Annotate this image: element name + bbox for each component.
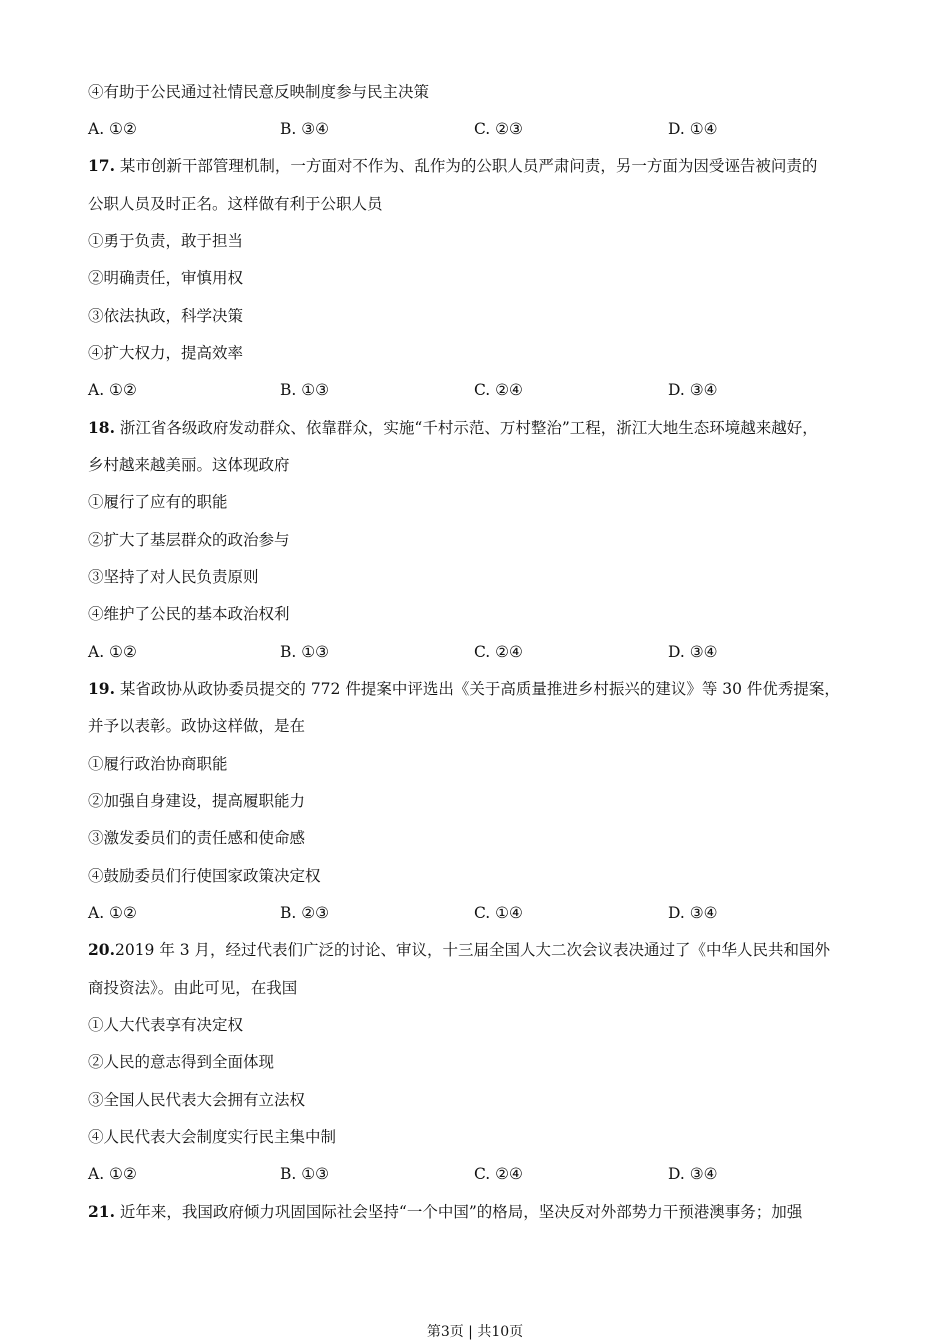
text-line: 乡村越来越美丽。这体现政府 bbox=[88, 456, 290, 474]
answer-option: A. ①② bbox=[88, 904, 137, 922]
question-number: 18. bbox=[88, 418, 115, 437]
answer-option: A. ①② bbox=[88, 1165, 137, 1183]
question-text: 浙江省各级政府发动群众、依靠群众，实施“千村示范、万村整治”工程，浙江大地生态环境越来越好， bbox=[114, 419, 818, 437]
answer-option: B. ②③ bbox=[280, 904, 330, 922]
answer-option: D. ③④ bbox=[668, 904, 718, 922]
answer-option: D. ③④ bbox=[668, 1165, 718, 1183]
text-line: ①履行了应有的职能 bbox=[88, 493, 228, 511]
text-line: ④人民代表大会制度实行民主集中制 bbox=[88, 1128, 337, 1146]
question-number: 20. bbox=[88, 940, 115, 959]
text-line: ④扩大权力，提高效率 bbox=[88, 344, 244, 362]
text-line: ②扩大了基层群众的政治参与 bbox=[88, 531, 290, 549]
question-line bbox=[88, 418, 818, 438]
question-number: 17. bbox=[88, 156, 115, 175]
answer-option: C. ②④ bbox=[474, 1165, 523, 1183]
answer-option: B. ③④ bbox=[280, 120, 330, 138]
question-number: 21. bbox=[88, 1202, 115, 1221]
answer-option: D. ①④ bbox=[668, 120, 718, 138]
text-line: ③全国人民代表大会拥有立法权 bbox=[88, 1091, 306, 1109]
text-line: 并予以表彰。政协这样做，是在 bbox=[88, 717, 306, 735]
answer-option: B. ①③ bbox=[280, 643, 330, 661]
text-line: ②加强自身建设，提高履职能力 bbox=[88, 792, 306, 810]
page-footer: 第3页 | 共10页 bbox=[426, 1324, 524, 1340]
text-line: ①履行政治协商职能 bbox=[88, 755, 228, 773]
text-line: ④鼓励委员们行使国家政策决定权 bbox=[88, 867, 321, 885]
answer-option: C. ②③ bbox=[474, 120, 523, 138]
question-line bbox=[88, 679, 840, 699]
text-line: ④有助于公民通过社情民意反映制度参与民主决策 bbox=[88, 83, 430, 101]
text-line: ③依法执政，科学决策 bbox=[88, 307, 244, 325]
text-line: ②人民的意志得到全面体现 bbox=[88, 1053, 275, 1071]
text-line: ②明确责任，审慎用权 bbox=[88, 269, 244, 287]
answer-option: C. ②④ bbox=[474, 643, 523, 661]
answer-option: C. ①④ bbox=[474, 904, 523, 922]
text-line: ③激发委员们的责任感和使命感 bbox=[88, 829, 306, 847]
answer-option: D. ③④ bbox=[668, 381, 718, 399]
answer-option: A. ①② bbox=[88, 381, 137, 399]
text-line: ③坚持了对人民负责原则 bbox=[88, 568, 259, 586]
answer-option: B. ①③ bbox=[280, 1165, 330, 1183]
text-line: ①人大代表享有决定权 bbox=[88, 1016, 244, 1034]
answer-option: D. ③④ bbox=[668, 643, 718, 661]
question-text: 某市创新干部管理机制，一方面对不作为、乱作为的公职人员严肃问责，另一方面为因受诬告被问责的 bbox=[114, 157, 818, 175]
question-text: 2019 年 3 月，经过代表们广泛的讨论、审议，十三届全国人大二次会议表决通过了《中华人民共和国外 bbox=[114, 941, 831, 959]
question-line bbox=[88, 156, 817, 176]
answer-option: A. ①② bbox=[88, 120, 137, 138]
question-text: 某省政协从政协委员提交的 772 件提案中评选出《关于高质量推进乡村振兴的建议》等 30 件优秀提案， bbox=[114, 680, 840, 698]
text-line: 公职人员及时正名。这样做有利于公职人员 bbox=[88, 195, 383, 213]
question-line bbox=[88, 940, 830, 960]
text-line: ④维护了公民的基本政治权利 bbox=[88, 605, 290, 623]
answer-option: A. ①② bbox=[88, 643, 137, 661]
text-line: 商投资法》。由此可见，在我国 bbox=[88, 979, 298, 997]
answer-option: C. ②④ bbox=[474, 381, 523, 399]
text-line: ①勇于负责，敢于担当 bbox=[88, 232, 244, 250]
question-line bbox=[88, 1202, 802, 1222]
answer-option: B. ①③ bbox=[280, 381, 330, 399]
question-number: 19. bbox=[88, 679, 115, 698]
question-text: 近年来，我国政府倾力巩固国际社会坚持“一个中国”的格局，坚决反对外部势力干预港澳事务；加强 bbox=[114, 1203, 803, 1221]
